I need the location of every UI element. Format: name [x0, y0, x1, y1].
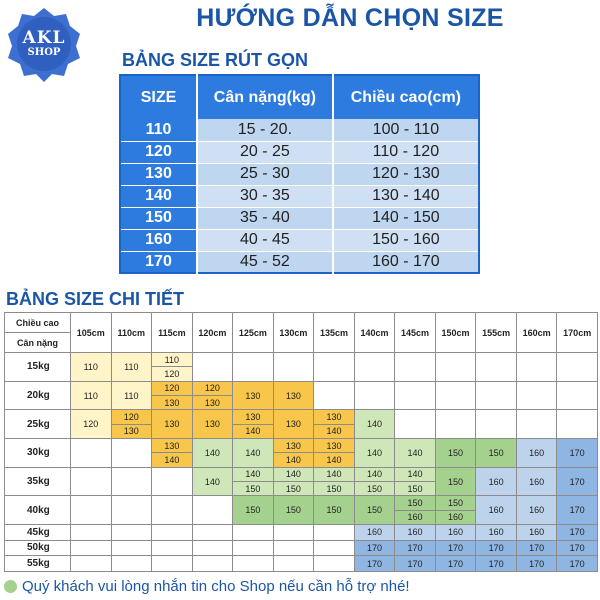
- size-cell: 160: [476, 467, 517, 496]
- weight-cell: 15 - 20.: [197, 119, 333, 141]
- detail-row: [5, 556, 598, 572]
- size-value: 160: [436, 510, 476, 524]
- weight-cell: 35 - 40: [197, 207, 333, 229]
- size-cell: 170: [120, 251, 197, 273]
- size-cell: 160: [354, 525, 395, 541]
- header-size: SIZE: [120, 75, 197, 119]
- size-cell: 130: [152, 410, 193, 439]
- size-cell: [273, 525, 314, 541]
- size-cell: 170: [557, 525, 598, 541]
- height-header-cell: 160cm: [516, 313, 557, 353]
- size-cell: 150: [354, 496, 395, 525]
- size-cell: 140: [354, 410, 395, 439]
- size-cell: [476, 410, 517, 439]
- short-size-table: [119, 74, 480, 274]
- height-header-cell: 140cm: [354, 313, 395, 353]
- size-cell: 160: [476, 496, 517, 525]
- size-cell: [354, 381, 395, 410]
- detail-header-row: [5, 313, 598, 353]
- size-value: 130: [112, 424, 152, 438]
- size-value: 140: [274, 452, 314, 466]
- size-cell: [314, 381, 355, 410]
- size-cell: 160: [395, 525, 436, 541]
- size-cell: [233, 540, 274, 556]
- size-cell: [476, 381, 517, 410]
- logo-text-sub: SHOP: [27, 47, 61, 58]
- size-value: 150: [355, 481, 395, 495]
- size-cell: [152, 353, 193, 382]
- weight-cell: 25 - 30: [197, 163, 333, 185]
- size-cell: 170: [557, 556, 598, 572]
- weight-header-cell: 35kg: [5, 467, 71, 496]
- size-cell: 130: [192, 410, 233, 439]
- size-cell: 110: [111, 381, 152, 410]
- size-cell: [71, 525, 112, 541]
- corner-cell: [5, 313, 71, 353]
- size-cell: [314, 556, 355, 572]
- size-cell: 160: [120, 229, 197, 251]
- height-header-cell: 130cm: [273, 313, 314, 353]
- size-cell: 150: [476, 439, 517, 468]
- size-value: 130: [245, 412, 261, 423]
- size-cell: 140: [354, 439, 395, 468]
- weight-header-cell: 50kg: [5, 540, 71, 556]
- detail-row: [5, 410, 598, 439]
- size-cell: 130: [273, 410, 314, 439]
- size-cell: 170: [476, 540, 517, 556]
- size-cell: [273, 540, 314, 556]
- size-value: 130: [152, 395, 192, 409]
- corner-height-label: Chiều cao: [15, 317, 59, 328]
- size-cell: [192, 540, 233, 556]
- weight-cell: 20 - 25: [197, 141, 333, 163]
- size-cell: [192, 353, 233, 382]
- height-cell: 110 - 120: [333, 141, 479, 163]
- size-cell: [111, 556, 152, 572]
- size-cell: [395, 353, 436, 382]
- size-cell: 170: [395, 556, 436, 572]
- size-cell: 150: [435, 467, 476, 496]
- size-cell: 140: [120, 185, 197, 207]
- short-table-row: [120, 185, 479, 207]
- size-cell: [314, 410, 355, 439]
- height-cell: 150 - 160: [333, 229, 479, 251]
- detail-row: [5, 439, 598, 468]
- size-cell: [233, 525, 274, 541]
- short-table-row: [120, 119, 479, 141]
- size-cell: 170: [476, 556, 517, 572]
- size-cell: 150: [435, 439, 476, 468]
- size-cell: [152, 467, 193, 496]
- size-cell: 170: [557, 540, 598, 556]
- short-table-title: BẢNG SIZE RÚT GỌN: [122, 50, 309, 70]
- weight-header-cell: 15kg: [5, 353, 71, 382]
- height-header-cell: 170cm: [557, 313, 598, 353]
- size-value: 130: [326, 412, 342, 423]
- detail-row: [5, 353, 598, 382]
- detail-table-title: BẢNG SIZE CHI TIẾT: [6, 289, 185, 309]
- size-value: 110: [164, 354, 179, 365]
- size-value: 120: [164, 383, 180, 394]
- size-value: 130: [285, 440, 301, 451]
- short-table-row: [120, 163, 479, 185]
- size-cell: 170: [435, 556, 476, 572]
- weight-header-cell: 55kg: [5, 556, 71, 572]
- size-cell: [516, 381, 557, 410]
- support-note: [4, 576, 410, 596]
- size-cell: [273, 467, 314, 496]
- height-cell: 100 - 110: [333, 119, 479, 141]
- size-cell: [233, 410, 274, 439]
- size-value: 140: [314, 452, 354, 466]
- size-cell: [111, 439, 152, 468]
- size-cell: [273, 439, 314, 468]
- size-cell: 170: [516, 556, 557, 572]
- support-note-text: Quý khách vui lòng nhắn tin cho Shop nếu cần hỗ trợ nhé!: [22, 577, 410, 595]
- height-cell: 120 - 130: [333, 163, 479, 185]
- size-cell: [71, 496, 112, 525]
- size-cell: [395, 410, 436, 439]
- size-cell: [192, 496, 233, 525]
- size-cell: [152, 381, 193, 410]
- size-value: 150: [314, 481, 354, 495]
- size-value: 130: [326, 440, 342, 451]
- detail-row: [5, 467, 598, 496]
- size-cell: 120: [120, 141, 197, 163]
- size-cell: [354, 467, 395, 496]
- size-cell: 140: [192, 439, 233, 468]
- size-cell: [152, 496, 193, 525]
- size-value: 120: [123, 412, 139, 423]
- size-cell: [111, 467, 152, 496]
- size-cell: [476, 353, 517, 382]
- logo-text-main: AKL: [22, 28, 66, 48]
- short-table-row: [120, 229, 479, 251]
- size-value: 140: [326, 469, 342, 480]
- height-cell: 160 - 170: [333, 251, 479, 273]
- size-cell: 170: [395, 540, 436, 556]
- size-cell: 150: [314, 496, 355, 525]
- size-cell: [71, 540, 112, 556]
- size-cell: [435, 496, 476, 525]
- detail-row: [5, 540, 598, 556]
- size-cell: 130: [233, 381, 274, 410]
- size-cell: [71, 467, 112, 496]
- size-value: 140: [233, 424, 273, 438]
- size-cell: [435, 381, 476, 410]
- size-value: 140: [366, 469, 382, 480]
- size-cell: 160: [516, 439, 557, 468]
- detail-size-table: [4, 312, 598, 572]
- size-cell: [152, 540, 193, 556]
- size-cell: [557, 410, 598, 439]
- size-cell: [557, 381, 598, 410]
- size-cell: 170: [354, 556, 395, 572]
- size-cell: 140: [233, 439, 274, 468]
- height-header-cell: 110cm: [111, 313, 152, 353]
- size-cell: [233, 353, 274, 382]
- size-cell: 130: [273, 381, 314, 410]
- size-cell: 150: [233, 496, 274, 525]
- size-cell: 150: [273, 496, 314, 525]
- size-cell: [152, 439, 193, 468]
- size-value: 140: [245, 469, 261, 480]
- detail-row: [5, 496, 598, 525]
- size-cell: [111, 496, 152, 525]
- size-cell: [273, 353, 314, 382]
- height-header-cell: 125cm: [233, 313, 274, 353]
- detail-row: [5, 525, 598, 541]
- size-value: 140: [285, 469, 301, 480]
- size-cell: 170: [557, 496, 598, 525]
- size-cell: 170: [435, 540, 476, 556]
- size-cell: 140: [395, 439, 436, 468]
- short-table-row: [120, 141, 479, 163]
- size-cell: 160: [476, 525, 517, 541]
- size-cell: [516, 353, 557, 382]
- size-value: 150: [274, 481, 314, 495]
- size-cell: [111, 525, 152, 541]
- height-header-cell: 135cm: [314, 313, 355, 353]
- size-value: 140: [152, 452, 192, 466]
- size-cell: 170: [557, 439, 598, 468]
- header-weight: Cân nặng(kg): [197, 75, 333, 119]
- bullet-dot-icon: [4, 580, 17, 593]
- size-value: 140: [314, 424, 354, 438]
- shop-logo: [6, 6, 82, 82]
- height-header-cell: 155cm: [476, 313, 517, 353]
- header-height: Chiều cao(cm): [333, 75, 479, 119]
- size-cell: [71, 556, 112, 572]
- size-cell: 160: [435, 525, 476, 541]
- size-cell: [192, 381, 233, 410]
- size-cell: [314, 540, 355, 556]
- size-value: 140: [407, 469, 423, 480]
- size-cell: 130: [120, 163, 197, 185]
- short-table-row: [120, 251, 479, 273]
- size-cell: 110: [111, 353, 152, 382]
- size-cell: [435, 353, 476, 382]
- size-cell: 120: [71, 410, 112, 439]
- short-table-row: [120, 207, 479, 229]
- size-cell: 170: [354, 540, 395, 556]
- size-cell: 160: [516, 525, 557, 541]
- short-table-header-row: [120, 75, 479, 119]
- size-value: 150: [407, 498, 423, 509]
- weight-header-cell: 30kg: [5, 439, 71, 468]
- size-cell: [314, 439, 355, 468]
- size-cell: 170: [557, 467, 598, 496]
- size-value: 130: [164, 440, 180, 451]
- size-cell: 160: [516, 496, 557, 525]
- height-cell: 130 - 140: [333, 185, 479, 207]
- size-cell: [395, 467, 436, 496]
- height-header-cell: 120cm: [192, 313, 233, 353]
- size-cell: 110: [71, 353, 112, 382]
- size-cell: 140: [192, 467, 233, 496]
- size-cell: [111, 410, 152, 439]
- size-cell: [233, 556, 274, 572]
- detail-row: [5, 381, 598, 410]
- weight-header-cell: 25kg: [5, 410, 71, 439]
- size-cell: [152, 556, 193, 572]
- size-cell: [395, 381, 436, 410]
- size-cell: [314, 525, 355, 541]
- size-value: 130: [193, 395, 233, 409]
- size-cell: 110: [71, 381, 112, 410]
- weight-header-cell: 45kg: [5, 525, 71, 541]
- size-value: 150: [395, 481, 435, 495]
- size-cell: 110: [120, 119, 197, 141]
- size-cell: [354, 353, 395, 382]
- weight-header-cell: 20kg: [5, 381, 71, 410]
- size-value: 150: [233, 481, 273, 495]
- weight-cell: 30 - 35: [197, 185, 333, 207]
- weight-cell: 40 - 45: [197, 229, 333, 251]
- height-header-cell: 145cm: [395, 313, 436, 353]
- height-cell: 140 - 150: [333, 207, 479, 229]
- size-cell: [192, 556, 233, 572]
- size-cell: 150: [120, 207, 197, 229]
- size-value: 120: [204, 383, 220, 394]
- height-header-cell: 105cm: [71, 313, 112, 353]
- height-header-cell: 115cm: [152, 313, 193, 353]
- weight-header-cell: 40kg: [5, 496, 71, 525]
- size-cell: [152, 525, 193, 541]
- size-cell: [273, 556, 314, 572]
- size-cell: [111, 540, 152, 556]
- size-cell: 160: [516, 467, 557, 496]
- size-cell: [516, 410, 557, 439]
- size-cell: [71, 439, 112, 468]
- size-cell: [314, 467, 355, 496]
- size-value: 150: [448, 498, 464, 509]
- size-cell: [314, 353, 355, 382]
- corner-weight-label: Cân nặng: [5, 332, 70, 352]
- size-cell: 170: [516, 540, 557, 556]
- size-value: 120: [152, 366, 192, 380]
- size-cell: [192, 525, 233, 541]
- weight-cell: 45 - 52: [197, 251, 333, 273]
- height-header-cell: 150cm: [435, 313, 476, 353]
- page-title: HƯỚNG DẪN CHỌN SIZE: [196, 4, 504, 32]
- size-value: 160: [395, 510, 435, 524]
- size-cell: [557, 353, 598, 382]
- size-cell: [435, 410, 476, 439]
- size-cell: [395, 496, 436, 525]
- size-cell: [233, 467, 274, 496]
